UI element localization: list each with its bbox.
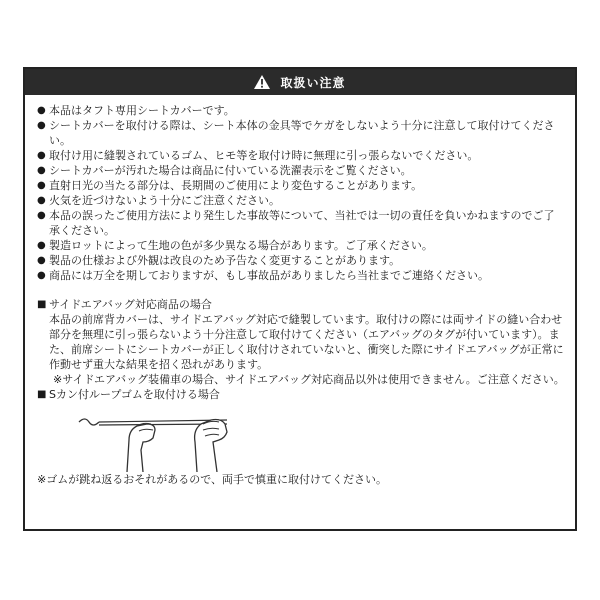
bullet-dot: ● — [37, 150, 46, 161]
bullet-dot: ● — [37, 210, 46, 221]
bullet-dot: ● — [37, 105, 46, 116]
section-square: ■ — [37, 299, 47, 310]
list-item: ● 取付け用に縫製されているゴム、ヒモ等を取付け時に無理に引っ張らないでください。 — [37, 149, 479, 162]
caution-title: 取扱い注意 — [280, 75, 346, 90]
caution-panel — [23, 67, 577, 531]
bullet-dot: ● — [37, 240, 46, 251]
airbag-section-title: ■ サイドエアバッグ対応商品の場合 — [37, 298, 212, 311]
footnote: ※ゴムが跳ね返るおそれがあるので、両手で慎重に取付けてください。 — [37, 473, 387, 486]
list-item: ● 商品には万全を期しておりますが、もし事故品がありましたら当社までご連絡ください。 — [37, 269, 489, 282]
list-item: ● シートカバーを取付ける際は、シート本体の金具等でケガをしないよう十分に注意して取付けてください。 — [37, 119, 555, 147]
list-item: ● 本品の誤ったご使用方法により発生した事故等について、当社では一切の責任を負いかねますのでご了承ください。 — [37, 209, 555, 237]
warning-icon — [254, 75, 270, 89]
hands-stretching-rubber-icon — [77, 404, 257, 472]
airbag-note: ※サイドエアバッグ装備車の場合、サイドエアバッグ対応商品以外は使用できません。ご注意ください。 — [53, 373, 565, 386]
loop-section-title: ■ Sカン付ループゴムを取付ける場合 — [37, 388, 220, 401]
airbag-body: 本品の前席背カバーは、サイドエアバッグ対応で縫製しています。取付けの際には両サイドの縫い合わせ部分を無理に引っ張らないよう十分注意して取付けてください（エアバッグのタグが付いています）。また、前席シートにシートカバーが正しく取付けされていないと、衝突した際にサイドエアバッグが正常に作動せず重大な結果を招く恐れがあります。 — [49, 313, 564, 371]
bullet-dot: ● — [37, 195, 46, 206]
section-square: ■ — [37, 389, 47, 400]
caution-header — [25, 69, 575, 95]
list-item: ● 火気を近づけないよう十分にご注意ください。 — [37, 194, 280, 207]
list-item: ● 直射日光の当たる部分は、長期間のご使用により変色することがあります。 — [37, 179, 423, 192]
loop-rubber-illustration — [37, 402, 565, 472]
bullet-dot: ● — [37, 165, 46, 176]
caution-content — [25, 95, 575, 487]
list-item: ● 製品の仕様および外観は改良のため予告なく変更することがあります。 — [37, 254, 401, 267]
list-item: ● シートカバーが汚れた場合は商品に付いている洗濯表示をご覧ください。 — [37, 164, 412, 177]
list-item: ● 製造ロットによって生地の色が多少異なる場合があります。ご了承ください。 — [37, 239, 433, 252]
bullet-dot: ● — [37, 120, 46, 131]
bullet-dot: ● — [37, 270, 46, 281]
bullet-dot: ● — [37, 180, 46, 191]
list-item: ● 本品はタフト専用シートカバーです。 — [37, 104, 235, 117]
bullet-dot: ● — [37, 255, 46, 266]
caution-list — [37, 103, 565, 283]
